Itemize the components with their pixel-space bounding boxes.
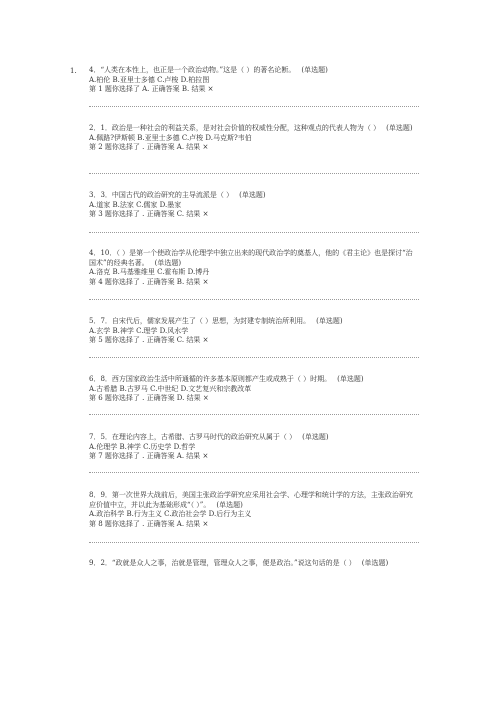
divider	[89, 542, 419, 543]
question-block	[89, 124, 419, 153]
question-options: A.柏伦 B.亚里士多德 C.卢梭 D.柏拉图	[89, 75, 210, 84]
question-type: (单选题)	[316, 317, 343, 325]
question-text	[89, 317, 419, 327]
question-block	[89, 375, 419, 404]
question-type: (单选题)	[301, 66, 328, 74]
divider	[89, 106, 419, 107]
divider	[89, 232, 419, 233]
question-block	[89, 317, 419, 346]
question-stem: 7．5．在理论内容上，古希腊、古罗马时代的政治研究从属于（ ）	[89, 433, 297, 441]
divider	[89, 299, 419, 300]
question-options: A.伦理学 B.神学 C.历史学 D.哲学	[89, 442, 196, 451]
question-result: 第 2 题你选择了 . 正确答案 A. 结果 ×	[89, 143, 209, 151]
question-block	[89, 559, 419, 569]
question-options: A.佩路?伊斯顿 B.亚里士多德 C.卢梭 D.马克斯?韦伯	[89, 133, 252, 142]
question-result: 第 7 题你选择了 . 正确答案 A. 结果 ×	[89, 452, 209, 460]
question-block	[89, 433, 419, 462]
question-block	[89, 66, 419, 95]
question-options: A.政治科学 B.行为主义 C.政治社会学 D.后行为主义	[89, 510, 252, 518]
question-type: (单选题)	[386, 124, 413, 132]
question-type: (单选题)	[302, 433, 329, 441]
question-text	[89, 559, 419, 569]
question-result: 第 3 题你选择了 . 正确答案 C. 结果 ×	[89, 210, 209, 218]
question-block	[89, 191, 419, 220]
question-stem: 8．9．第一次世界大战前后，美国主张政治学研究应采用社会学、心理学和统计学的方法，主张政治研究应价值中立，并以此为基础形成“（ ）”。	[89, 491, 413, 509]
question-stem: 6．8．西方国家政治生活中所通循的许多基本原则都产生或成熟于（ ）时期。	[89, 375, 332, 383]
question-result: 第 4 题你选择了 . 正确答案 B. 结果 ×	[89, 277, 209, 286]
question-type: (单选题)	[154, 258, 182, 267]
question-result: 第 1 题你选择了 A. 正确答案 B. 结果 ×	[89, 85, 214, 93]
question-text	[89, 375, 419, 385]
question-text	[89, 433, 419, 443]
question-result: 第 6 题你选择了 . 正确答案 D. 结果 ×	[89, 394, 209, 402]
question-stem: 2．1．政治是一种社会的利益关系，是对社会价值的权威性分配，这种观点的代表人物为（ ）	[89, 124, 381, 132]
list-number: 1.	[70, 67, 77, 75]
divider	[89, 414, 419, 415]
question-stem: 4．10．（ ）是第一个使政治学从伦理学中独立出来的现代政治学的奠基人，他的《君主论》也是探讨“治国术”的经典名著。	[89, 249, 413, 267]
divider	[89, 357, 419, 358]
question-result: 第 8 题你选择了 . 正确答案 A. 结果 ×	[89, 519, 209, 528]
question-result: 第 5 题你选择了 . 正确答案 C. 结果 ×	[89, 336, 209, 344]
question-text	[89, 191, 419, 201]
question-options: A.洛克 B.马基雅维里 C.霍布斯 D.博丹	[89, 268, 210, 276]
question-type: (单选题)	[239, 191, 266, 199]
question-text	[89, 66, 419, 76]
question-text	[89, 491, 419, 510]
question-stem: 9．2．“政就是众人之事，治就是管理，管理众人之事，便是政治。”说这句话的是（ ）	[89, 559, 356, 567]
question-type: (单选题)	[361, 559, 389, 567]
question-options: A.道家 B.法家 C.儒家 D.墨家	[89, 200, 182, 209]
question-stem: 5．7．自宋代后，儒家发展产生了（ ）思想，为封建专制统治所利用。	[89, 317, 311, 325]
question-type: (单选题)	[337, 375, 364, 383]
divider	[89, 173, 419, 174]
divider	[89, 472, 419, 473]
question-options: A.玄学 B.神学 C.理学 D.风水学	[89, 326, 189, 335]
question-stem: 3．3．中国古代的政治研究的主导流派是（ ）	[89, 191, 234, 199]
question-block	[89, 491, 419, 529]
question-block	[89, 249, 419, 287]
question-type: (单选题)	[216, 500, 243, 509]
question-stem: 4．“人类在本性上，也正是一个政治动物。”这是（ ）的著名论断。	[89, 66, 296, 74]
question-text	[89, 249, 419, 268]
question-text	[89, 124, 419, 134]
question-options: A.古希腊 B.古罗马 C.中世纪 D.文艺复兴和宗教改革	[89, 384, 252, 393]
